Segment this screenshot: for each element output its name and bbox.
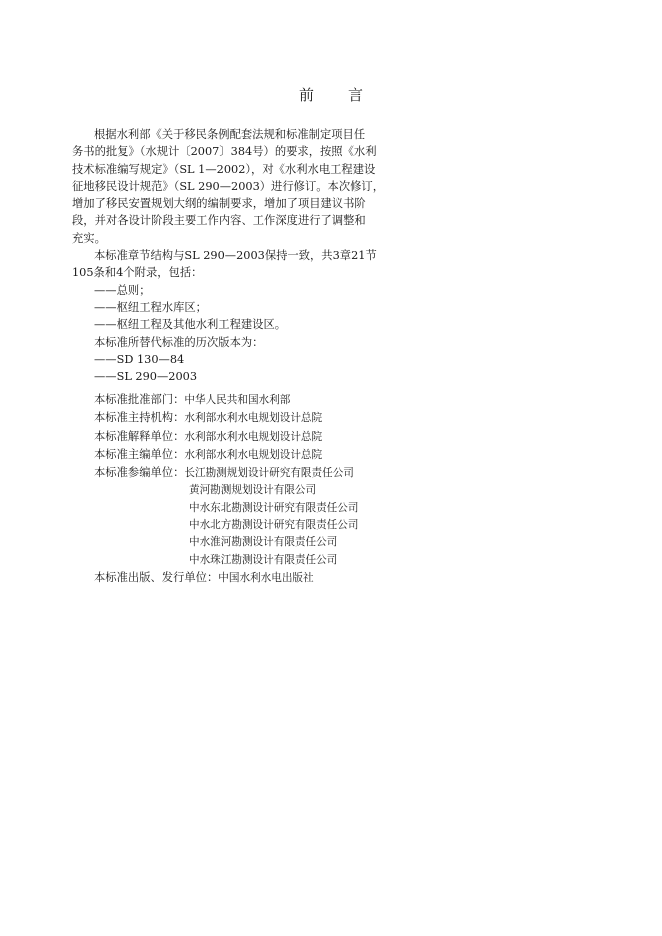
contents-item: ——枢纽工程水库区； [94, 300, 207, 314]
text-line: 充实。 [72, 231, 106, 245]
interpreter-row [94, 428, 394, 446]
text-line: 105条和4个附录，包括： [72, 266, 203, 280]
title-char-1: 前 [298, 86, 314, 104]
approver-value: 中华人民共和国水利部 [184, 394, 291, 406]
paragraph-2 [72, 247, 382, 282]
contents-item: ——总则； [94, 283, 151, 297]
contents-item: ——枢纽工程及其他水利工程建设区。 [94, 318, 287, 332]
host-row [94, 409, 394, 427]
text-line: 技术标准编写规定》（SL 1—2002），对《水利水电工程建设 [72, 162, 376, 176]
publisher-label: 本标准出版、发行单位： [94, 570, 219, 584]
text-line: 增加了移民安置规划大纲的编制要求，增加了项目建议书阶 [72, 197, 366, 211]
participants-row [94, 464, 394, 482]
page-title [0, 84, 662, 105]
publisher-row [94, 569, 394, 587]
participant-value: 中水东北勘测设计研究有限责任公司 [189, 501, 359, 514]
history-intro: 本标准所替代标准的历次版本为： [94, 335, 264, 349]
history-item: ——SD 130—84 [94, 352, 185, 366]
host-label: 本标准主持机构： [94, 411, 185, 425]
chief-editor-value: 水利部水利水电规划设计总院 [184, 448, 323, 461]
publisher-value: 中国水利水电出版社 [218, 571, 314, 584]
participant-value: 长江勘测规划设计研究有限责任公司 [184, 467, 354, 480]
paragraph-1 [72, 126, 385, 247]
text-line: 务书的批复》（水规计〔2007〕384号）的要求，按照《水利 [72, 145, 377, 159]
history-item: ——SL 290—2003 [94, 370, 198, 384]
text-line: 根据水利部《关于移民条例配套法规和标准制定项目任 [94, 128, 366, 141]
chief-editor-label: 本标准主编单位： [94, 447, 185, 461]
approver-label: 本标准批准部门： [94, 393, 185, 406]
participant-value: 黄河勘测规划设计有限公司 [189, 484, 317, 497]
text-line: 段，并对各设计阶段主要工作内容、工作深度进行了调整和 [72, 214, 366, 228]
participant-value: 中水北方勘测设计研究有限责任公司 [189, 519, 359, 532]
participant-value: 中水珠江勘测设计有限责任公司 [189, 553, 338, 566]
interpreter-label: 本标准解释单位： [94, 429, 185, 443]
interpreter-value: 水利部水利水电规划设计总院 [184, 430, 323, 443]
standard-metadata [94, 391, 394, 587]
chief-editor-row [94, 446, 394, 464]
text-line: 本标准章节结构与SL 290—2003保持一致，共3章21节 [94, 249, 377, 263]
participant-value: 中水淮河勘测设计有限责任公司 [189, 536, 338, 549]
text-line: 征地移民设计规范》（SL 290—2003）进行修订。本次修订， [72, 179, 385, 193]
approver-row [94, 391, 394, 409]
title-char-2: 言 [348, 86, 364, 104]
host-value: 水利部水利水电规划设计总院 [184, 412, 323, 425]
participants-label: 本标准参编单位： [94, 466, 185, 480]
preface-body [72, 126, 385, 385]
